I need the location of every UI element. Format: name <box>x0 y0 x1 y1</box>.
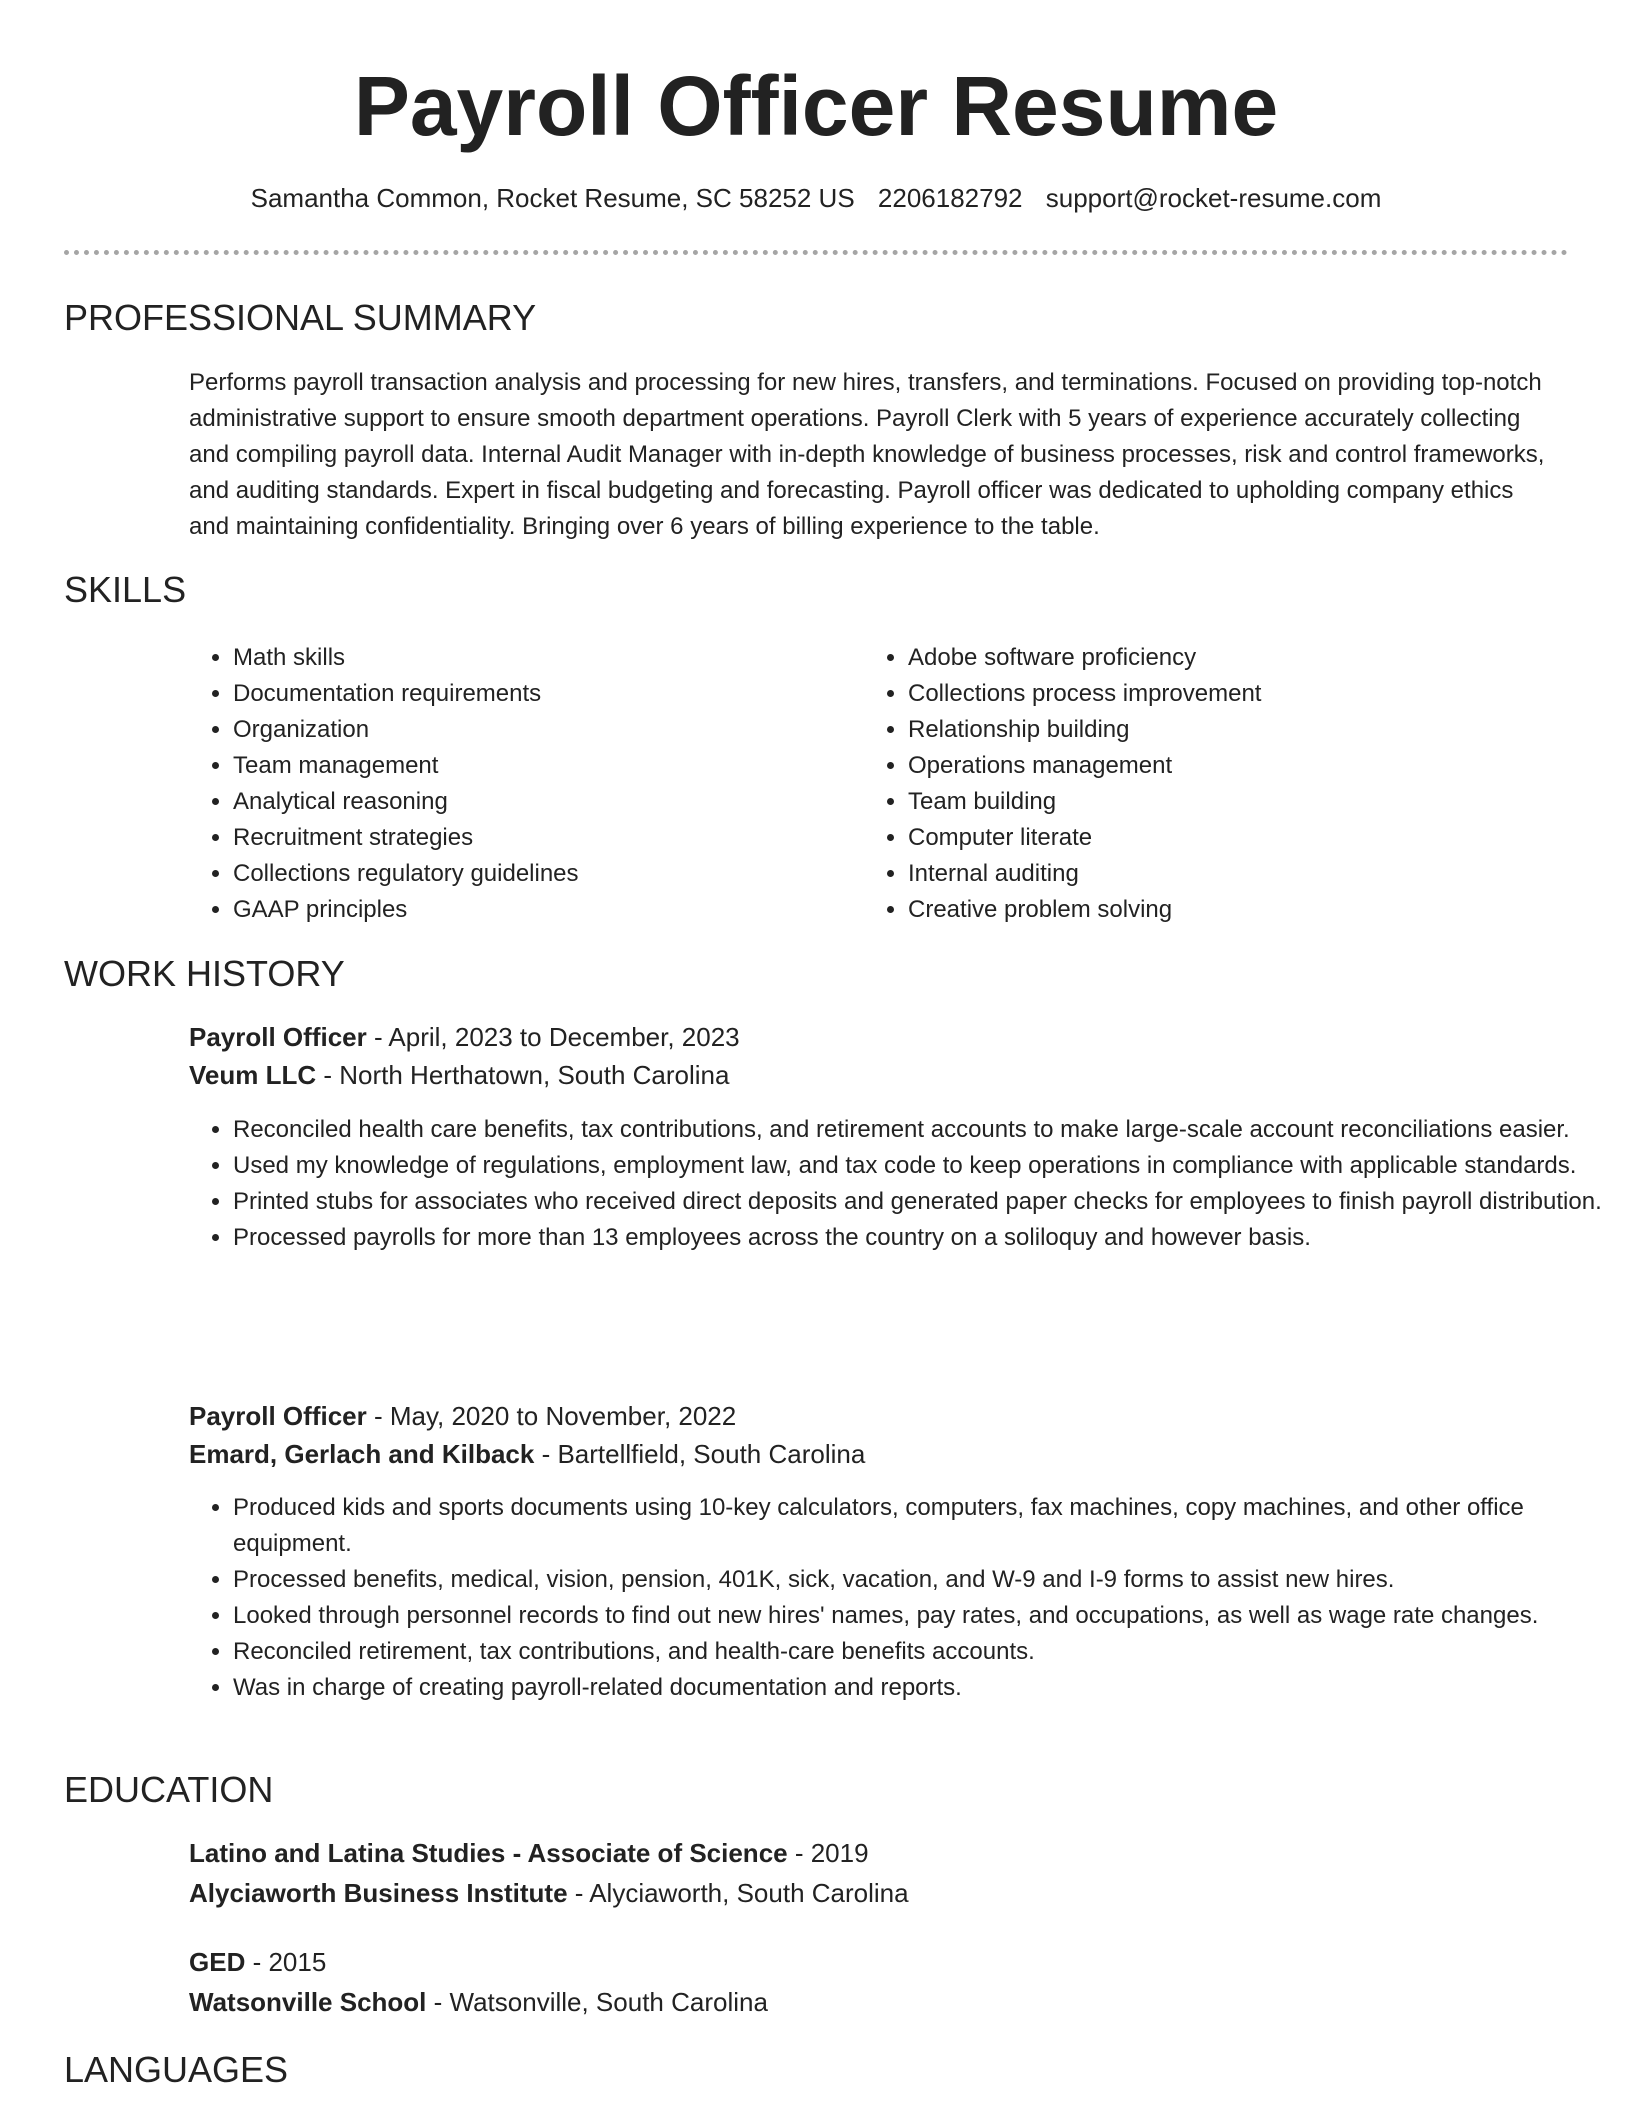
skill-item: • Analytical reasoning <box>233 784 579 820</box>
job-title: Payroll Officer <box>189 1401 367 1431</box>
education-year: - 2015 <box>245 1947 327 1977</box>
skill-item: • Relationship building <box>908 712 1261 748</box>
job-duties-list <box>189 1490 1603 1706</box>
duty-item: • Processed payrolls for more than 13 employees across the country on a soliloquy and however basis. <box>233 1220 1603 1256</box>
skill-item: • Adobe software proficiency <box>908 640 1261 676</box>
job-company: Emard, Gerlach and Kilback <box>189 1439 535 1469</box>
job-dates: - April, 2023 to December, 2023 <box>366 1022 740 1052</box>
education-school: Watsonville School <box>189 1987 427 2017</box>
duty-item: • Was in charge of creating payroll-related documentation and reports. <box>233 1670 1603 1706</box>
skills-list-left <box>189 640 579 928</box>
duty-item: • Looked through personnel records to find out new hires' names, pay rates, and occupations, as well as wage rate changes. <box>233 1598 1603 1634</box>
skill-item: • Math skills <box>233 640 579 676</box>
skill-item: • Documentation requirements <box>233 676 579 712</box>
skills-list-right <box>864 640 1261 928</box>
contact-line <box>0 178 1632 218</box>
duty-item: • Reconciled retirement, tax contributions, and health-care benefits accounts. <box>233 1634 1603 1670</box>
job-duties-list <box>189 1112 1603 1256</box>
job-company-line <box>189 1435 865 1473</box>
education-degree: GED <box>189 1947 246 1977</box>
education-degree: Latino and Latina Studies - Associate of Science <box>189 1838 788 1868</box>
resume-title: Payroll Officer Resume <box>353 59 1279 153</box>
job-title-line <box>189 1397 736 1435</box>
contact-phone: 2206182792 <box>877 183 1023 213</box>
skill-item: • Team building <box>908 784 1261 820</box>
summary-text: Performs payroll transaction analysis and processing for new hires, transfers, and terminations. Focused on providing top-notch administrative support to ensure smooth department operations. Payroll Clerk with 5 years of experience accurately collecting and compiling payroll data. Internal Audit Manager with in-depth knowledge of business processes, risk and control frameworks, and auditing standards. Expert in fiscal budgeting and forecasting. Payroll officer was dedicated to upholding company ethics and maintaining confidentiality. Bringing over 6 years of billing experience to the table. <box>189 369 1545 540</box>
skill-item: • Internal auditing <box>908 856 1261 892</box>
education-school-line <box>189 1874 909 1912</box>
job-dates: - May, 2020 to November, 2022 <box>366 1401 737 1431</box>
job-title: Payroll Officer <box>189 1022 367 1052</box>
skills-heading: SKILLS <box>64 569 187 610</box>
education-school: Alyciaworth Business Institute <box>189 1878 568 1908</box>
skill-item: • Organization <box>233 712 579 748</box>
job-company: Veum LLC <box>189 1060 317 1090</box>
skill-item: • Computer literate <box>908 820 1261 856</box>
skill-item: • Recruitment strategies <box>233 820 579 856</box>
skill-item: • Collections regulatory guidelines <box>233 856 579 892</box>
contact-address: Samantha Common, Rocket Resume, SC 58252 US <box>250 183 855 213</box>
duty-item: • Printed stubs for associates who received direct deposits and generated paper checks for employees to finish payroll distribution. <box>233 1184 1603 1220</box>
education-year: - 2019 <box>787 1838 869 1868</box>
duty-item: • Reconciled health care benefits, tax contributions, and retirement accounts to make large-scale account reconciliations easier. <box>233 1112 1603 1148</box>
education-location: - Watsonville, South Carolina <box>426 1987 768 2017</box>
education-degree-line <box>189 1943 326 1981</box>
job-title-line <box>189 1018 740 1056</box>
skill-item: • Operations management <box>908 748 1261 784</box>
languages-heading: LANGUAGES <box>64 2049 289 2090</box>
education-location: - Alyciaworth, South Carolina <box>567 1878 909 1908</box>
header-divider <box>64 250 1568 255</box>
skill-item: • Collections process improvement <box>908 676 1261 712</box>
job-location: - Bartellfield, South Carolina <box>534 1439 866 1469</box>
skill-item: • Team management <box>233 748 579 784</box>
duty-item: • Used my knowledge of regulations, employment law, and tax code to keep operations in compliance with applicable standards. <box>233 1148 1603 1184</box>
work-heading: WORK HISTORY <box>64 953 345 994</box>
education-school-line <box>189 1983 768 2021</box>
contact-email: support@rocket-resume.com <box>1045 183 1382 213</box>
skill-item: • GAAP principles <box>233 892 579 928</box>
education-degree-line <box>189 1834 869 1872</box>
job-location: - North Herthatown, South Carolina <box>316 1060 730 1090</box>
duty-item: • Processed benefits, medical, vision, pension, 401K, sick, vacation, and W-9 and I-9 forms to assist new hires. <box>233 1562 1603 1598</box>
job-company-line <box>189 1056 729 1094</box>
summary-heading: PROFESSIONAL SUMMARY <box>64 297 537 338</box>
duty-item: • Produced kids and sports documents using 10-key calculators, computers, fax machines, copy machines, and other office equipment. <box>233 1490 1603 1562</box>
education-heading: EDUCATION <box>64 1769 274 1810</box>
skill-item: • Creative problem solving <box>908 892 1261 928</box>
